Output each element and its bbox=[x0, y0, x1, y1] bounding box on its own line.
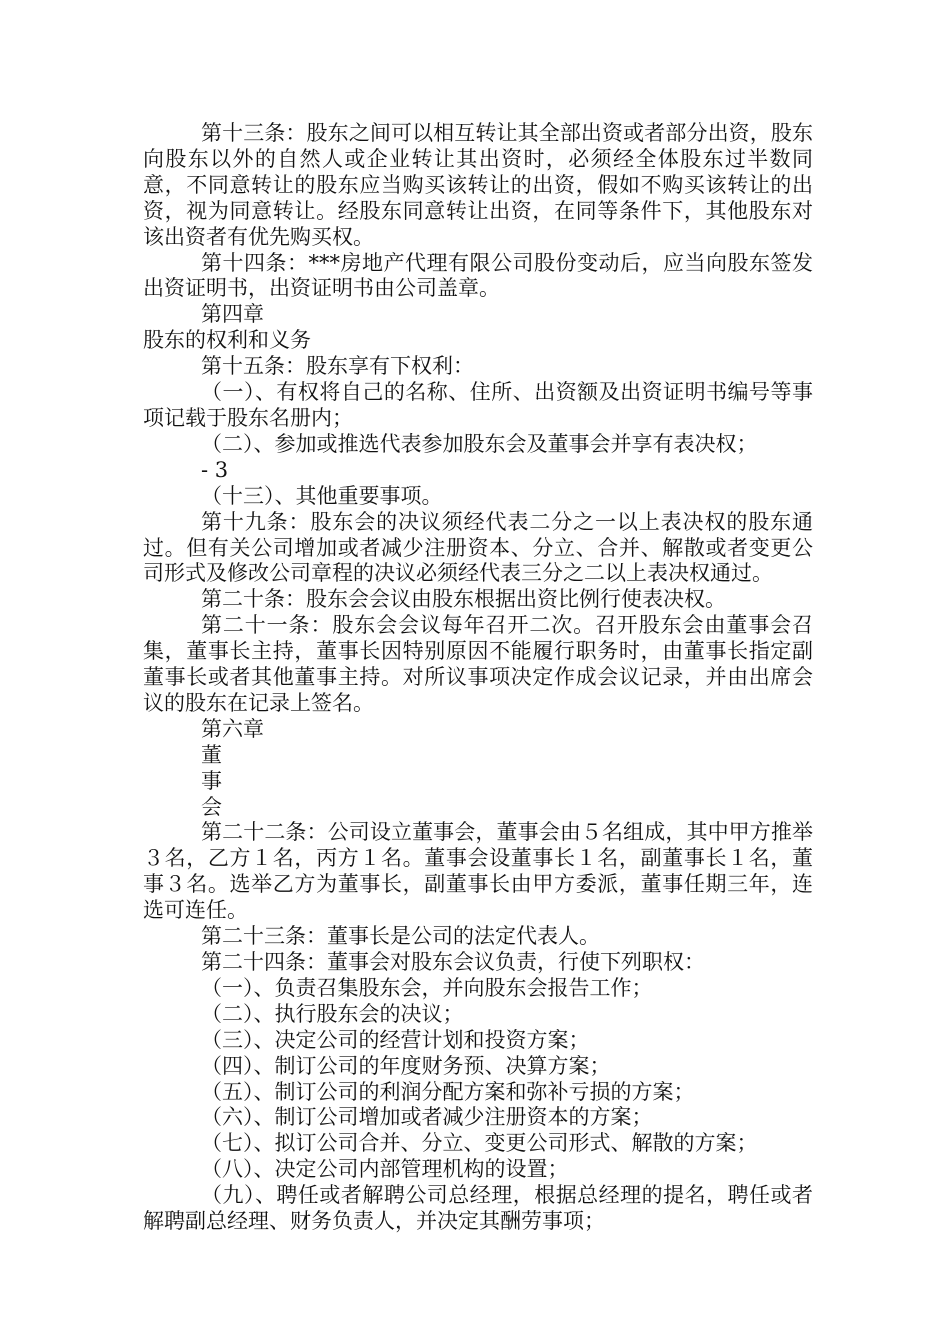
list-item: （六）、制订公司增加或者减少注册资本的方案； bbox=[201, 1105, 653, 1130]
list-item: （七）、拟订公司合并、分立、变更公司形式、解散的方案； bbox=[201, 1131, 758, 1156]
article-24-paragraph: 第二十四条：董事会对股东会议负责，行使下列职权： bbox=[201, 950, 705, 974]
chapter-6-title-char: 事 bbox=[201, 768, 222, 793]
page-number: - 3 bbox=[201, 457, 229, 482]
list-item: （十三）、其他重要事项。 bbox=[201, 483, 443, 508]
list-item: （一）、负责召集股东会，并向股东会报告工作； bbox=[201, 975, 653, 1000]
article-15-paragraph: 第十五条：股东享有下权利： bbox=[201, 354, 474, 379]
article-20-paragraph: 第二十条：股东会会议由股东根据出资比例行使表决权。 bbox=[201, 587, 726, 612]
article-14-paragraph: 第十四条：***房地产代理有限公司股份变动后，应当向股东签发出资证明书，出资证明书由公司盖章。 bbox=[143, 250, 813, 301]
article-21-paragraph: 第二十一条：股东会会议每年召开二次。召开股东会由董事会召集，董事长主持，董事长因特别原因不能履行职务时，由董事长指定副董事长或者其他董事主持。对所议事项决定作成会议记录，并由出席会议的股东在记录上签名。 bbox=[143, 613, 813, 715]
list-item: （九）、聘任或者解聘公司总经理，根据总经理的提名，聘任或者解聘副总经理、财务负责人，并决定其酬劳事项； bbox=[143, 1183, 813, 1234]
document-body bbox=[143, 121, 813, 1235]
list-item: （二）、执行股东会的决议； bbox=[201, 1001, 464, 1026]
article-19-paragraph: 第十九条：股东会的决议须经代表二分之一以上表决权的股东通过。但有关公司增加或者减少注册资本、分立、合并、解散或者变更公司形式及修改公司章程的决议必须经代表三分之二以上表决权通过。 bbox=[143, 509, 813, 586]
list-item: （三）、决定公司的经营计划和投资方案； bbox=[201, 1027, 590, 1052]
list-item: （一）、有权将自己的名称、住所、出资额及出资证明书编号等事项记载于股东名册内； bbox=[143, 380, 813, 430]
article-22-paragraph: 第二十二条：公司设立董事会，董事会由５名组成，其中甲方推举３名，乙方１名，丙方１名。董事会设董事长１名，副董事长１名，董事３名。选举乙方为董事长，副董事长由甲方委派，董事任期三年，连选可连任。 bbox=[143, 820, 813, 923]
list-item: （八）、决定公司内部管理机构的设置； bbox=[201, 1157, 569, 1182]
chapter-6-title-char: 会 bbox=[201, 794, 222, 819]
chapter-6-title-char: 董 bbox=[201, 742, 222, 767]
article-23-paragraph: 第二十三条：董事长是公司的法定代表人。 bbox=[201, 924, 600, 949]
chapter-6-heading: 第六章 bbox=[201, 716, 264, 741]
article-13-paragraph: 第十三条：股东之间可以相互转让其全部出资或者部分出资，股东向股东以外的自然人或企业转让其出资时，必须经全体股东过半数同意，不同意转让的股东应当购买该转让的出资，假如不购买该转让的出资，视为同意转让。经股东同意转让出资，在同等条件下，其他股东对该出资者有优先购买权。 bbox=[143, 121, 813, 249]
chapter-4-title: 股东的权利和义务 bbox=[143, 328, 311, 353]
list-item: （二）、参加或推选代表参加股东会及董事会并享有表决权； bbox=[201, 431, 758, 456]
chapter-4-heading: 第四章 bbox=[201, 302, 264, 327]
list-item: （五）、制订公司的利润分配方案和弥补亏损的方案； bbox=[201, 1079, 695, 1104]
list-item: （四）、制订公司的年度财务预、决算方案； bbox=[201, 1053, 611, 1078]
